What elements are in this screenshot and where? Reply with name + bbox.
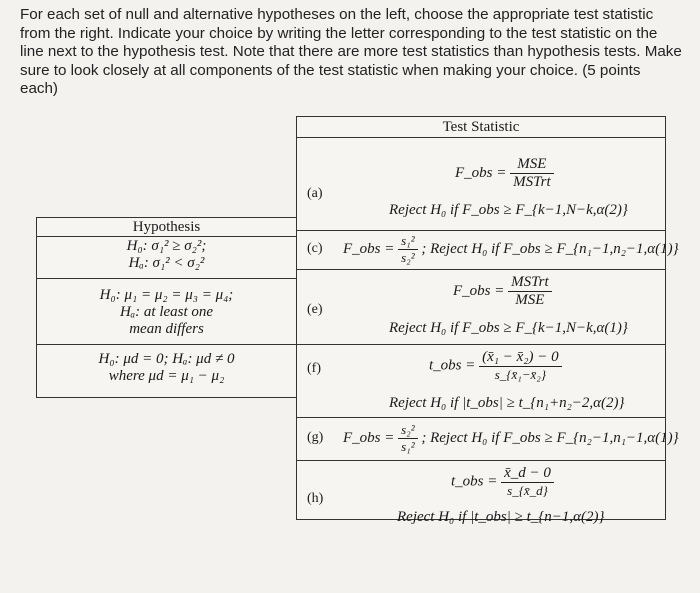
statistic-label: (e) xyxy=(307,302,323,317)
statistic-row-h xyxy=(297,461,665,531)
hypothesis-line: H₀: μd = 0; Hₐ: μd ≠ 0 xyxy=(98,351,235,367)
statistic-formula xyxy=(343,422,679,455)
rejection-rule: Reject H₀ if |t_obs| ≥ t_{n−1,α(2)} xyxy=(397,509,605,525)
hypothesis-table xyxy=(36,217,297,398)
statistic-label: (h) xyxy=(307,491,324,506)
statistic-lhs: t_obs = xyxy=(451,473,498,490)
instruction-line: line next to the hypothesis test. Note that there are more test statistics than hypothesis tests. Make xyxy=(20,43,682,61)
fraction-numerator: (x̄₁ − x̄₂) − 0 xyxy=(479,349,561,367)
hypothesis-row xyxy=(37,279,296,345)
statistic-label: (c) xyxy=(307,241,323,256)
statistic-fraction xyxy=(479,349,561,383)
hypothesis-line: mean differs xyxy=(129,321,204,337)
hypothesis-row xyxy=(37,237,296,279)
hypothesis-line: H₀: μ₁ = μ₂ = μ₃ = μ₄; xyxy=(99,287,234,303)
rejection-rule: Reject H₀ if |t_obs| ≥ t_{n₁+n₂−2,α(2)} xyxy=(389,395,625,411)
instruction-line: For each set of null and alternative hypotheses on the left, choose the appropriate test statistic xyxy=(20,6,654,23)
fraction-denominator: MSTrt xyxy=(513,174,551,190)
statistic-lhs: F_obs = xyxy=(343,429,395,446)
fraction-denominator: s_{x̄₁−x̄₂} xyxy=(494,367,547,382)
rejection-rule: ; Reject H₀ if F_obs ≥ F_{n₂−1,n₁−1,α(1)} xyxy=(421,429,679,446)
statistic-formula xyxy=(453,274,552,309)
fraction-numerator: s₁² xyxy=(398,233,417,250)
instruction-line: from the right. Indicate your choice by writing the letter corresponding to the test statistic on the xyxy=(20,24,658,42)
hypothesis-line: Hₐ: at least one xyxy=(119,304,214,320)
hypothesis-header: Hypothesis xyxy=(37,218,296,237)
statistic-formula xyxy=(343,233,679,266)
statistic-formula xyxy=(455,156,554,191)
rejection-rule: Reject H₀ if F_obs ≥ F_{k−1,N−k,α(1)} xyxy=(389,320,628,336)
statistic-label: (f) xyxy=(307,361,321,376)
statistic-formula xyxy=(451,465,554,499)
fraction-numerator: MSTrt xyxy=(508,274,552,292)
statistic-lhs: F_obs = xyxy=(455,164,507,181)
statistic-row-a xyxy=(297,138,665,231)
hypothesis-line: where μd = μ₁ − μ₂ xyxy=(108,368,225,384)
statistic-label: (g) xyxy=(307,430,324,445)
statistic-label: (a) xyxy=(307,186,323,201)
test-statistic-table xyxy=(296,116,679,525)
statistic-lhs: F_obs = xyxy=(453,282,505,299)
statistic-row-e xyxy=(297,270,665,345)
hypothesis-line: Hₐ: σ₁² < σ₂² xyxy=(128,255,205,271)
fraction-numerator: x̄_d − 0 xyxy=(501,465,554,483)
test-statistic-header: Test Statistic xyxy=(297,117,665,138)
statistic-row-f xyxy=(297,345,665,418)
statistic-lhs: F_obs = xyxy=(343,240,395,257)
statistic-fraction xyxy=(510,156,554,191)
statistic-lhs: t_obs = xyxy=(429,357,476,374)
fraction-denominator: MSE xyxy=(515,292,545,308)
statistic-fraction xyxy=(508,274,552,309)
fraction-numerator: s₂² xyxy=(398,422,417,439)
hypothesis-line: H₀: σ₁² ≥ σ₂²; xyxy=(126,238,207,254)
fraction-denominator: s₂² xyxy=(401,250,415,265)
instruction-line: each) xyxy=(20,80,58,98)
instructions xyxy=(20,6,690,99)
statistic-fraction xyxy=(398,422,417,455)
statistic-fraction xyxy=(501,465,554,499)
fraction-denominator: s_{x̄_d} xyxy=(507,483,548,498)
fraction-denominator: s₁² xyxy=(401,439,415,454)
statistic-formula xyxy=(429,349,562,383)
statistic-row-g xyxy=(297,418,679,461)
statistic-row-c xyxy=(297,231,679,270)
hypothesis-row xyxy=(37,345,296,395)
rejection-rule: Reject H₀ if F_obs ≥ F_{k−1,N−k,α(2)} xyxy=(389,202,628,218)
fraction-numerator: MSE xyxy=(510,156,554,174)
rejection-rule: ; Reject H₀ if F_obs ≥ F_{n₁−1,n₂−1,α(1)} xyxy=(421,240,679,257)
instruction-line: sure to look closely at all components of the test statistic when making your choice. (5 points xyxy=(20,61,641,79)
statistic-fraction xyxy=(398,233,417,266)
